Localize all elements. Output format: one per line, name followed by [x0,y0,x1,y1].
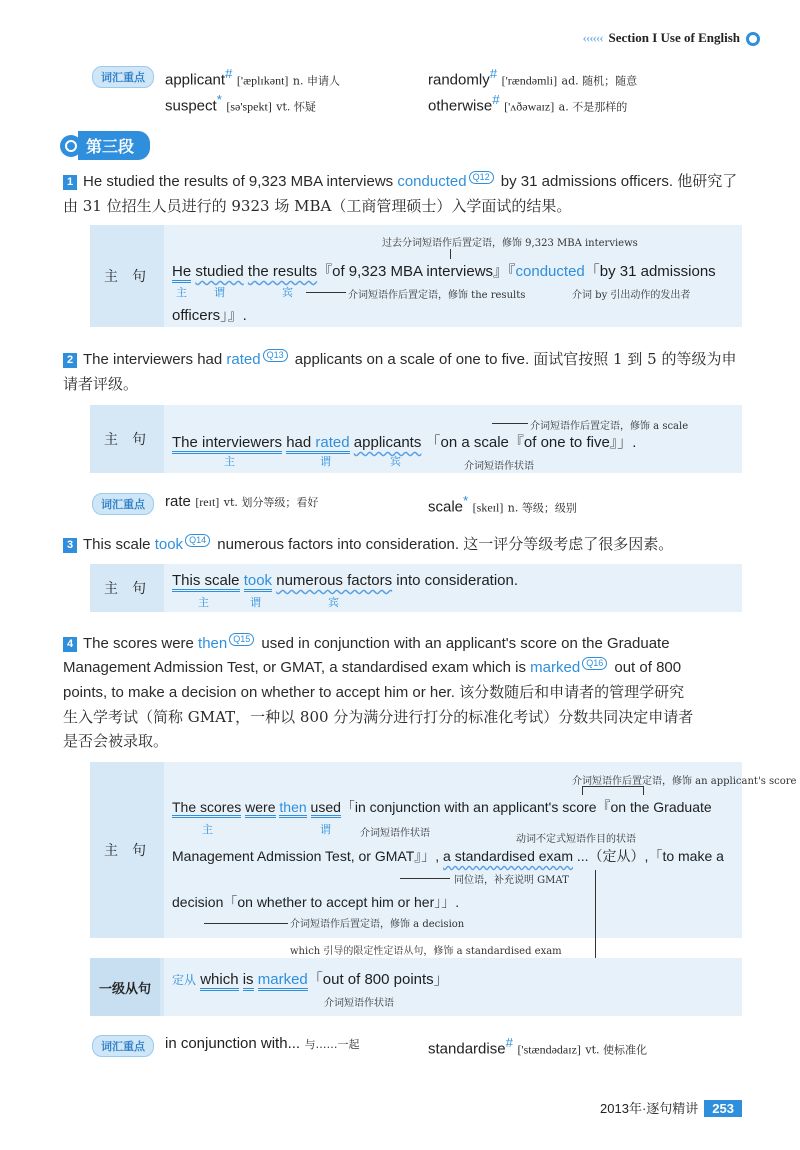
page-number: 253 [704,1100,742,1117]
annotation: 介词短语作状语 [464,461,534,472]
annotation: 介词短语作状语 [360,828,430,839]
section-header [60,131,150,155]
vocab-tag: 词汇重点 [92,493,154,515]
footer-label: 2013年·逐句精讲 [600,1101,699,1116]
annotation: which 引导的限定性定语从句，修饰 a standardised exam [290,946,562,957]
running-header [583,30,760,46]
annotation: 介词短语作后置定语，修饰 an applicant's score [572,776,797,787]
page-footer [600,1098,742,1117]
magnifier-icon [60,135,82,157]
section-label: 第三段 [78,131,150,160]
clause-label: 一级从句 [90,958,160,1016]
clause-label: 主 句 [104,842,146,858]
vocab-entry: otherwise# ['ʌðəwaɪz] a. 不是那样的 [428,92,628,115]
analysis-box-2: 主 句 介词短语作后置定语，修饰 a scale The interviewers had rated applicants 「on a scale『of one to five』」. 主 谓 宾 介词短语作状语 [90,405,742,473]
vocab-entry: applicant# ['æplɪkənt] n. 申请人 [165,66,340,89]
annotation: 过去分词短语作后置定语，修饰 9,323 MBA interviews [382,238,638,249]
clause-label: 主 句 [104,268,146,284]
analysis-box-4: 主 句 介词短语作后置定语，修饰 an applicant's score The scores were then used「in conjunction with an applicant's score『on the Graduate 主 谓 介词短语作状语 动词不定式短语作目的状语 Management Admission Test, or GMAT』」, a standardised exam ...（定从）,「to make a 同位语，补充说明 GMAT decision「on whether to accept him or her」」. 介词短语作后置定语，修饰 a decision [90,762,742,938]
annotation: 介词短语作后置定语，修饰 the results [348,290,526,301]
paragraph-1: 1 He studied the results of 9,323 MBA interviews conducted Q12 by 31 admissions officers. 他研究了由 31 位招生人员进行的 9323 场 MBA（工商管理硕士）入学面试的结果。 [63,172,738,215]
vocab-entry: randomly# ['rændəmli] ad. 随机；随意 [428,66,638,89]
annotation: 同位语，补充说明 GMAT [454,875,569,886]
section-title: Section I Use of English [608,30,740,45]
annotation: 介词 by 引出动作的发出者 [572,290,691,301]
paragraph-4: 4 The scores were then Q15 used in conjunction with an applicant's score on the Graduate Management Admission Test, or GMAT, a standardised exam which is marked Q16 out of 800 points, to make a decision on whether to accept him or her. 该分数随后和申请者的管理学研究 生入学考试（简称 GMAT，一种以 800 分为满分进行打分的标准化考试）分数共同决定申请者 是否会被录取。 [63,634,694,750]
sentence-line: officers」』. [172,307,247,324]
vocab-entry: in conjunction with... 与……一起 [165,1035,360,1052]
q-logo-icon [746,32,760,46]
analysis-box-3: 主 句 This scale took numerous factors into consideration. 主 谓 宾 [90,564,742,612]
vocab-entry: standardise# ['stændədaɪz] vt. 使标准化 [428,1035,648,1058]
sentence-line: decision「on whether to accept him or her」」. [172,894,460,910]
annotation: 介词短语作后置定语，修饰 a scale [530,421,689,432]
annotation: 介词短语作后置定语，修饰 a decision [290,919,465,930]
vocab-entry: rate [reɪt] vt. 划分等级；看好 [165,493,319,510]
vocab-tag: 词汇重点 [92,66,154,88]
clause-label: 主 句 [104,431,146,447]
sentence-line: This scale took numerous factors into consideration. [172,572,518,589]
arrows-decoration: ‹‹‹‹‹‹ [582,30,603,45]
sentence-line: He studied the results『of 9,323 MBA interviews』『conducted「by 31 admissions [172,260,716,281]
vocab-tag: 词汇重点 [92,1035,154,1057]
annotation: 介词短语作状语 [324,998,394,1009]
analysis-box-1: 主 句 过去分词短语作后置定语，修饰 9,323 MBA interviews He studied the results『of 9,323 MBA interviews』『conducted「by 31 admissions 主 谓 宾 介词短语作后置定语，修饰 the results 介词 by 引出动作的发出者 officers」』. [90,225,742,327]
paragraph-2: 2 The interviewers had rated Q13 applicants on a scale of one to five. 面试官按照 1 到 5 的等级为申请者评级。 [63,350,737,393]
clause-label: 主 句 [104,580,146,596]
sentence-line: The interviewers had rated applicants 「on a scale『of one to five』」. [172,431,636,452]
sentence-line: 定从 which is marked「out of 800 points」 [172,968,449,989]
vocab-entry: scale* [skeɪl] n. 等级；级别 [428,493,577,516]
analysis-box-5 [90,958,742,1016]
sentence-line: Management Admission Test, or GMAT』」, a standardised exam ...（定从）,「to make a [172,848,724,864]
vocab-entry: suspect* [sə'spekt] vt. 怀疑 [165,92,316,115]
annotation: 动词不定式短语作目的状语 [516,834,636,845]
paragraph-3: 3 This scale took Q14 numerous factors into consideration. 这一评分等级考虑了很多因素。 [63,532,743,557]
sentence-line: The scores were then used「in conjunction with an applicant's score『on the Graduate [172,797,712,817]
